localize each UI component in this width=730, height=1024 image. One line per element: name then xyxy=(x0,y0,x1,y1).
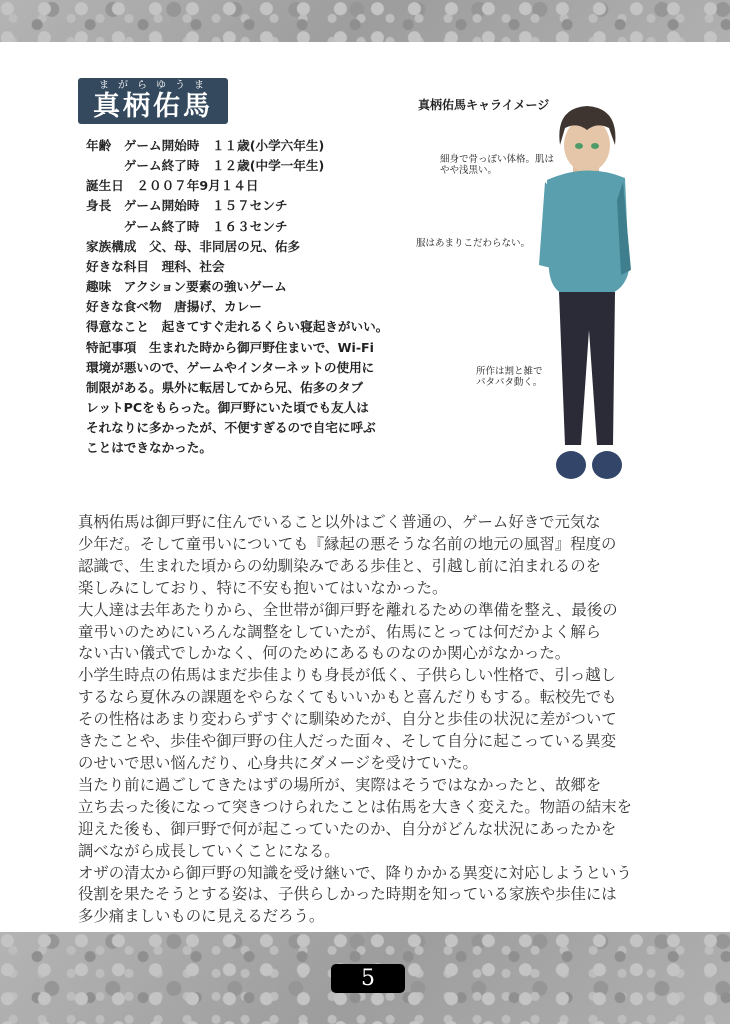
profile-line: レットPCをもらった。御戸野にいた頃でも友人は xyxy=(86,400,369,416)
left-shoe xyxy=(556,451,586,479)
profile-line: ことはできなかった。 xyxy=(86,440,212,456)
body-line: オザの清太から御戸野の知識を受け継いで、降りかかる異変に対応しようという xyxy=(78,863,632,882)
body-line: するなら夏休みの課題をやらなくてもいいかもと喜んだりもする。転校先でも xyxy=(78,688,617,707)
profile-line: 特記事項 生まれた時から御戸野住まいで、Wi-Fi xyxy=(86,339,374,355)
character-name: 真柄佑馬 xyxy=(93,91,213,122)
profile-line: 好きな食べ物 唐揚げ、カレー xyxy=(86,299,262,315)
body-line: のせいで思い悩んだり、心身共にダメージを受けていた。 xyxy=(78,753,478,772)
profile-list xyxy=(86,136,416,459)
body-line: 真柄佑馬は御戸野に住んでいること以外はごく普通の、ゲーム好きで元気な xyxy=(78,513,601,531)
profile-line: それなりに多かったが、不便すぎるので自宅に呼ぶ xyxy=(86,420,376,436)
body-line: 大人達は去年あたりから、全世帯が御戸野を離れるための準備を整え、最後の xyxy=(78,600,618,619)
page-number: 5 xyxy=(331,964,405,993)
body-line: きたことや、歩佳や御戸野の住人だった面々、そして自分に起こっている異変 xyxy=(78,732,617,751)
pants xyxy=(559,292,615,445)
body-line: 調べながら成長していくことになる。 xyxy=(78,841,340,860)
character-name-plate xyxy=(78,78,228,124)
profile-line: 身長 ゲーム開始時 １５７センチ xyxy=(86,198,288,214)
shirt xyxy=(547,170,629,295)
profile-line: ゲーム終了時 １６３センチ xyxy=(86,218,288,234)
left-eye xyxy=(575,143,583,149)
body-line: 立ち去った後になって突きつけられたことは佑馬を大きく変えた。物語の結末を xyxy=(78,797,633,816)
body-line: その性格はあまり変わらずすぐに馴染めたが、自分と歩佳の状況に差がついて xyxy=(78,710,617,729)
body-line: 認識で、生まれた頃からの幼馴染みである歩佳と、引越し前に泊まれるのを xyxy=(78,556,601,575)
right-shoe xyxy=(592,451,622,479)
profile-line: 環境が悪いので、ゲームやインターネットの使用に xyxy=(86,359,375,375)
note-manner: 所作は割と雑で パタパタ動く。 xyxy=(476,366,543,388)
body-line: 小学生時点の佑馬はまだ歩佳よりも身長が低く、子供らしい性格で、引っ越し xyxy=(78,666,617,685)
body-line: 少年だ。そして童弔いについても『縁起の悪そうな名前の地元の風習』程度の xyxy=(78,534,617,553)
profile-line: 好きな科目 理科、社会 xyxy=(86,258,225,274)
profile-line: 制限がある。県外に転居してから兄、佑多のタブ xyxy=(86,379,364,395)
note-build: 細身で骨っぽい体格。肌は やや浅黒い。 xyxy=(440,154,555,176)
profile-line: 家族構成 父、母、非同居の兄、佑多 xyxy=(86,238,301,254)
body-text xyxy=(78,512,678,928)
right-eye xyxy=(591,143,599,149)
body-line: 多少痛ましいものに見えるだろう。 xyxy=(78,907,325,926)
character-image-title: 真柄佑馬キャライメージ xyxy=(418,98,550,112)
body-line: 迎えた後も、御戸野で何が起こっていたのか、自分がどんな状況にあったかを xyxy=(78,819,617,838)
note-clothes: 服はあまりこだわらない。 xyxy=(416,238,531,249)
body-line: ない古い儀式でしかなく、何のためにあるものなのか関心がなかった。 xyxy=(78,644,571,663)
body-line: 役割を果たそうとする姿は、子供らしかった時期を知っている家族や歩佳には xyxy=(78,885,617,904)
profile-line: 趣味 アクション要素の強いゲーム xyxy=(86,279,287,295)
profile-line: 年齢 ゲーム開始時 １１歳(小学六年生) xyxy=(86,138,325,153)
body-line: 楽しみにしており、特に不安も抱いてはいなかった。 xyxy=(78,578,448,597)
name-furigana: まがらゆうま xyxy=(99,80,213,91)
profile-line: 得意なこと 起きてすぐ走れるくらい寝起きがいい。 xyxy=(86,319,389,335)
body-line: 当たり前に過ごしてきたはずの場所が、実際はそうではなかったと、故郷を xyxy=(78,775,602,794)
top-texture-band xyxy=(0,0,730,42)
profile-line: 誕生日 ２００７年9月１４日 xyxy=(86,178,259,194)
body-line: 童弔いのためにいろんな調整をしていたが、佑馬にとっては何だかよく解ら xyxy=(78,622,601,641)
profile-line: ゲーム終了時 １２歳(中学一年生) xyxy=(86,158,325,174)
